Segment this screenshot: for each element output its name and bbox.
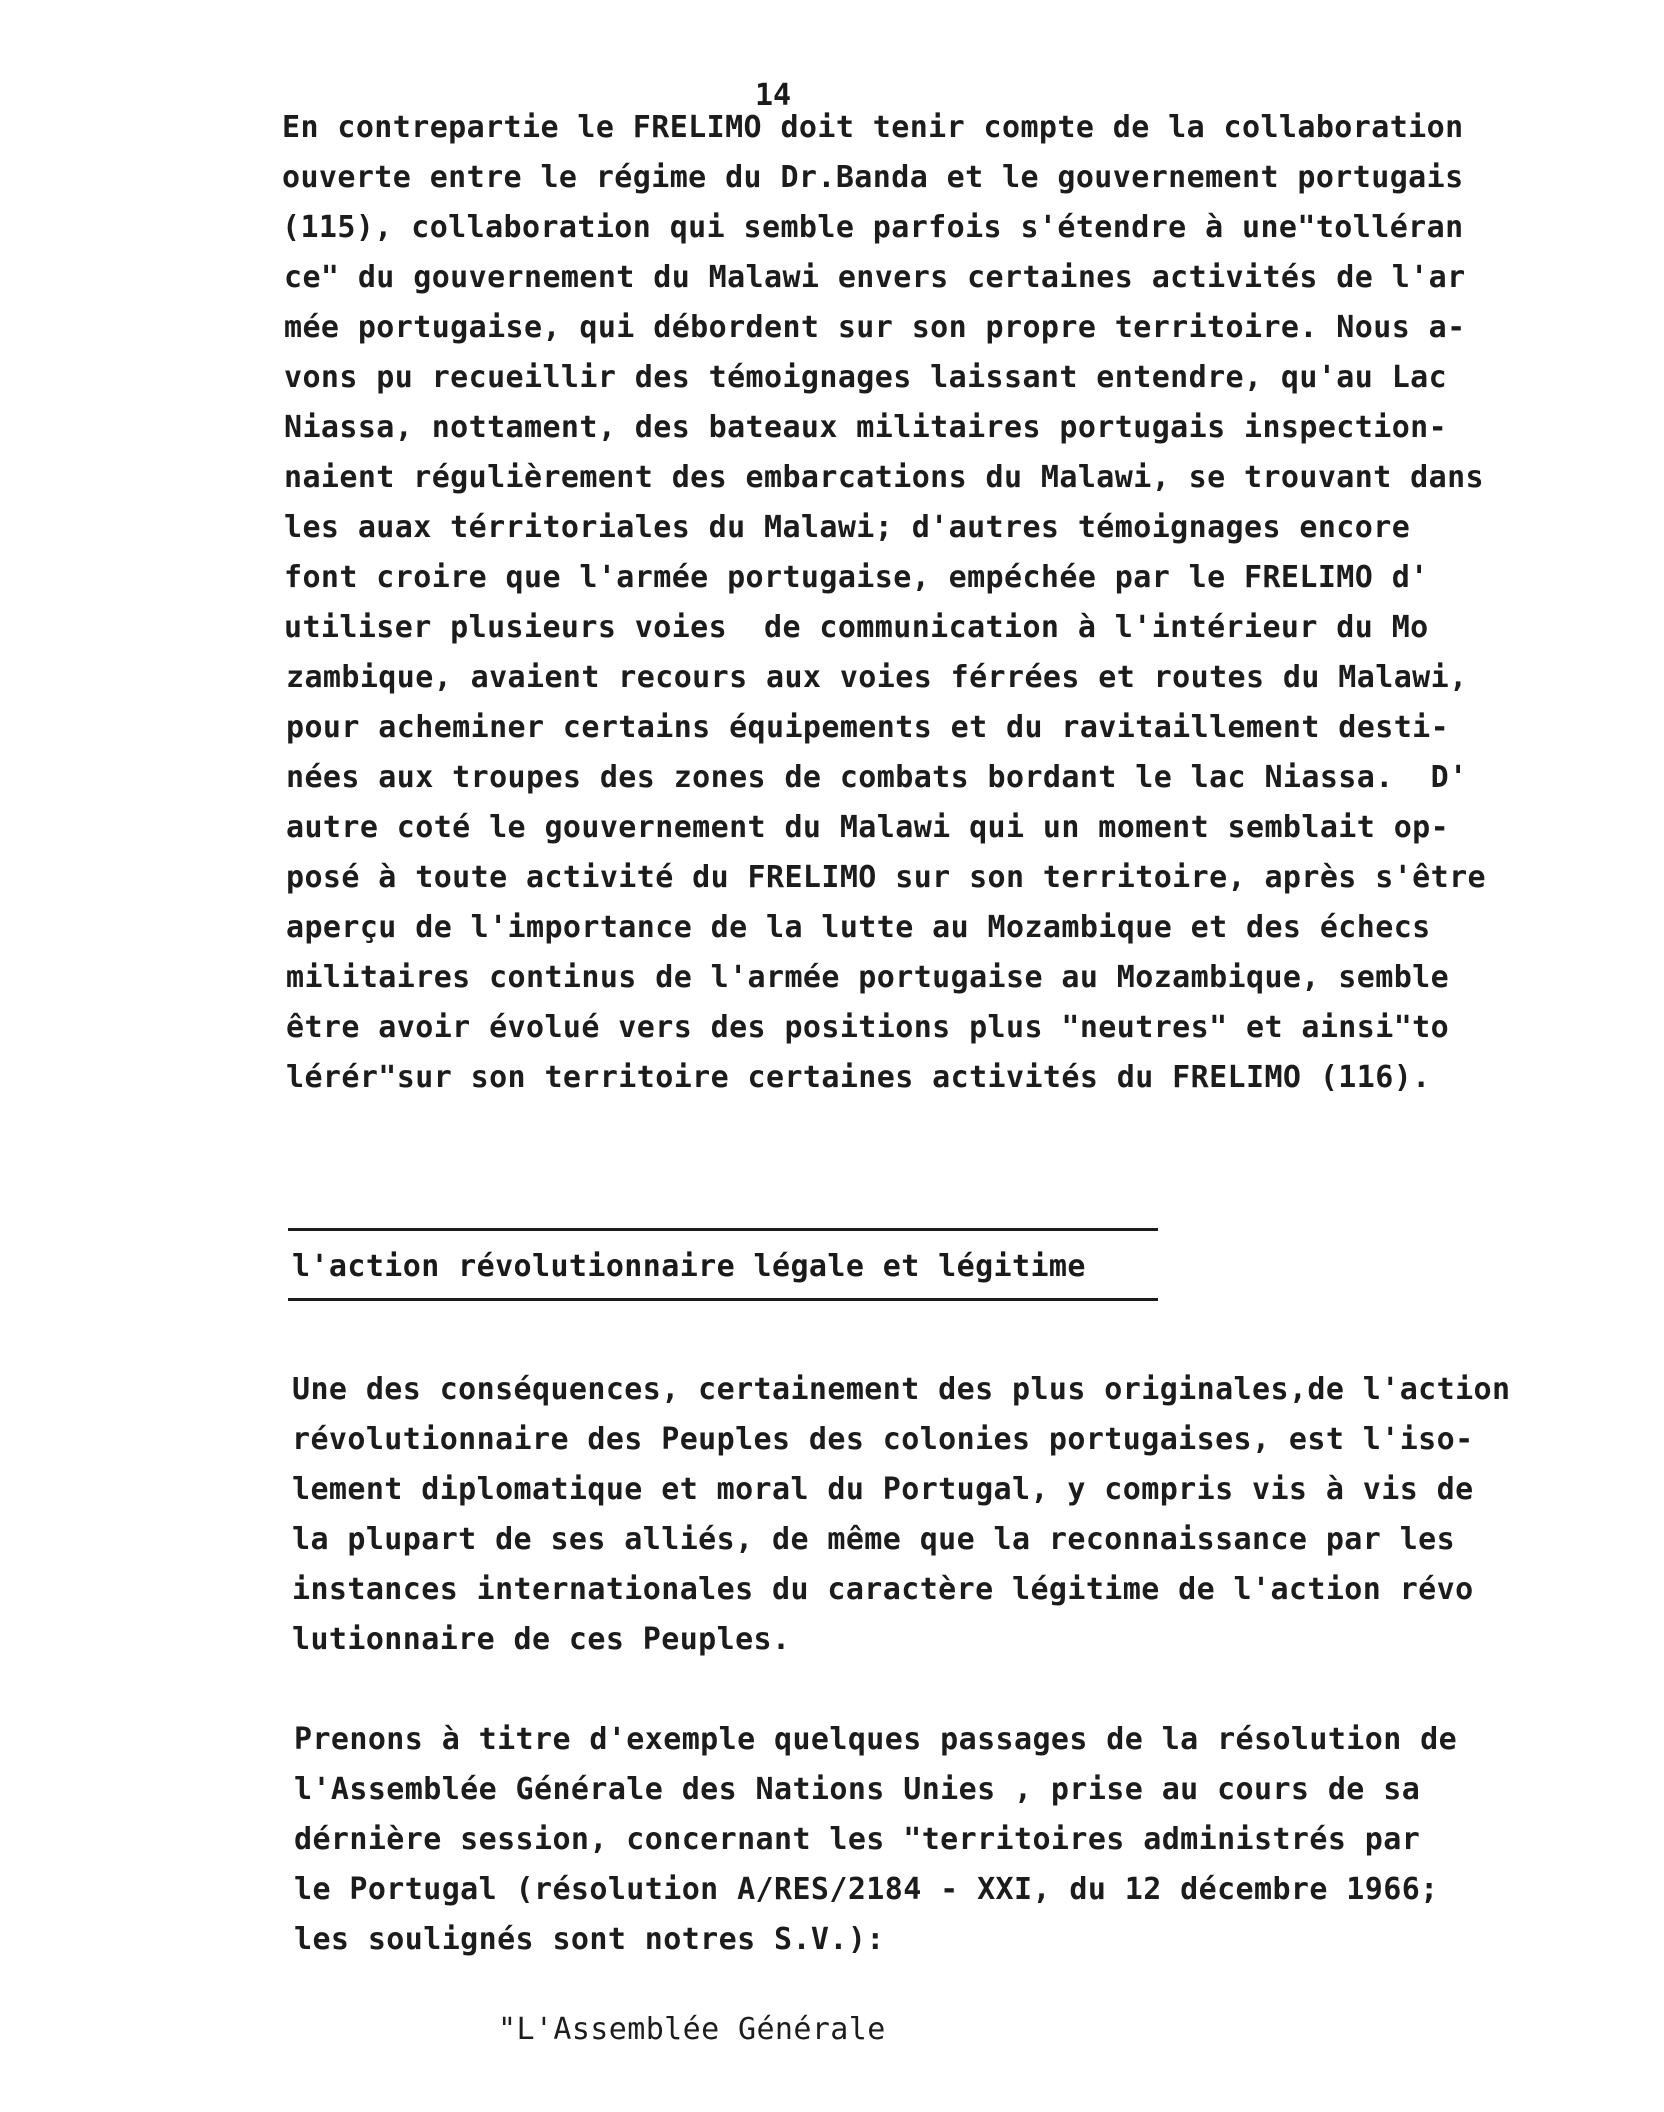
text-line: lutionnaire de ces Peuples. [292,1622,791,1657]
text-line: la plupart de ses alliés, de même que la reconnaissance par les [292,1522,1456,1557]
text-line: mée portugaise, qui débordent sur son propre territoire. Nous a- [284,310,1466,345]
text-line: instances internationales du caractère légitime de l'action révo [292,1572,1474,1607]
section-heading: l'action révolutionnaire légale et légitime [292,1249,1086,1284]
text-line: lement diplomatique et moral du Portugal, y compris vis à vis de [292,1472,1474,1507]
text-line: être avoir évolué vers des positions plus "neutres" et ainsi"to [286,1010,1450,1045]
text-line: En contrepartie le FRELIMO doit tenir compte de la collaboration [282,110,1464,145]
text-line: ouverte entre le régime du Dr.Banda et le gouvernement portugais [282,160,1464,195]
text-line: Prenons à titre d'exemple quelques passages de la résolution de [294,1722,1458,1757]
text-line: militaires continus de l'armée portugaise au Mozambique, semble [286,960,1450,995]
quote-heading: "L'Assemblée Générale [498,2012,886,2047]
text-line: vons pu recueillir des témoignages laissant entendre, qu'au Lac [284,360,1448,395]
text-line: Une des conséquences, certainement des plus originales,de l'action [292,1372,1511,1407]
text-line: nées aux troupes des zones de combats bordant le lac Niassa. D' [286,760,1468,795]
text-line: dérnière session, concernant les "territoires administrés par [294,1822,1421,1857]
text-line: l'Assemblée Générale des Nations Unies , prise au cours de sa [294,1772,1421,1807]
text-line: font croire que l'armée portugaise, empéchée par le FRELIMO d' [284,560,1429,595]
text-line: le Portugal (résolution A/RES/2184 - XXI, du 12 décembre 1966; [294,1872,1439,1907]
text-line: les auax térritoriales du Malawi; d'autres témoignages encore [284,510,1411,545]
text-line: lérér"sur son territoire certaines activités du FRELIMO (116). [286,1060,1431,1095]
text-line: zambique, avaient recours aux voies férrées et routes du Malawi, [286,660,1468,695]
section-heading-block [288,1228,1158,1301]
text-line: pour acheminer certains équipements et du ravitaillement desti- [286,710,1450,745]
text-line: posé à toute activité du FRELIMO sur son territoire, après s'être [286,860,1486,895]
text-line: naient régulièrement des embarcations du Malawi, se trouvant dans [284,460,1484,495]
text-line: utiliser plusieurs voies de communication à l'intérieur du Mo [284,610,1429,645]
text-line: ce" du gouvernement du Malawi envers certaines activités de l'ar [284,260,1466,295]
text-line: aperçu de l'importance de la lutte au Mozambique et des échecs [286,910,1431,945]
text-line: Niassa, nottament, des bateaux militaires portugais inspection- [284,410,1448,445]
text-line: autre coté le gouvernement du Malawi qui un moment semblait op- [286,810,1450,845]
page-number: 14 [755,78,792,113]
text-line: révolutionnaire des Peuples des colonies portugaises, est l'iso- [292,1422,1474,1457]
text-line: les soulignés sont notres S.V.): [294,1922,885,1957]
heading-rule-bottom [288,1298,1158,1301]
text-line: (115), collaboration qui semble parfois s'étendre à une"tolléran [282,210,1464,245]
